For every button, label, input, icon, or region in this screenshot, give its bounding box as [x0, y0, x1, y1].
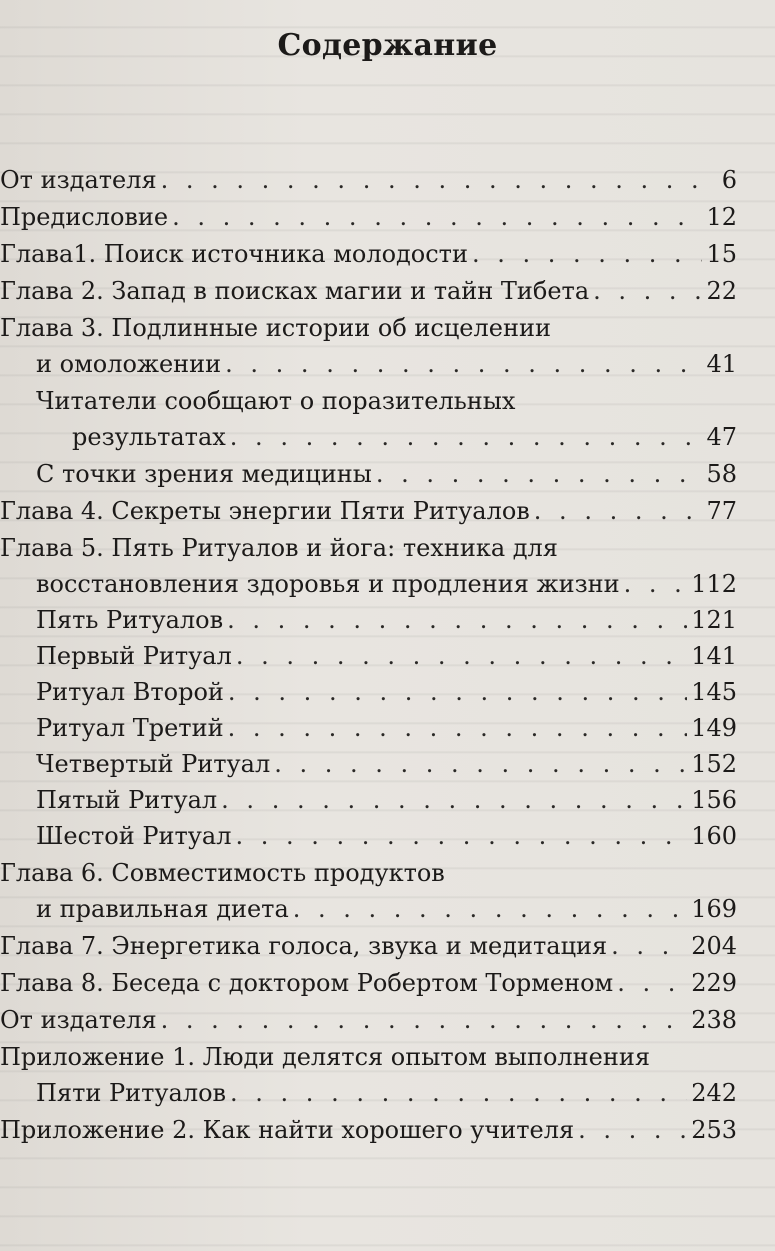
leader-dots [472, 236, 703, 272]
toc-page-number: 121 [691, 606, 737, 634]
toc-page-number: 156 [691, 786, 737, 814]
leader-dots [230, 419, 703, 455]
toc-entry [0, 493, 775, 529]
toc-entry-title-continued: и омоложении [36, 350, 222, 378]
toc-entry-title: Предисловие [0, 203, 169, 231]
toc-page-number: 152 [691, 750, 737, 778]
toc-page-number: 253 [691, 1116, 737, 1144]
toc-entry [0, 928, 775, 964]
leader-dots [534, 493, 703, 529]
leader-dots [593, 273, 702, 309]
toc-entry-title: Ритуал Третий [36, 714, 224, 742]
toc-entry [0, 1112, 775, 1148]
toc-subentry [0, 602, 775, 638]
leader-dots [235, 818, 687, 854]
toc-entry-title: Читатели сообщают о поразительных [36, 387, 516, 415]
toc-subentry [0, 782, 775, 818]
toc-entry-title: Шестой Ритуал [36, 822, 232, 850]
toc-subentry [0, 818, 775, 854]
toc-page-number: 204 [691, 932, 737, 960]
toc-subentry [0, 383, 775, 455]
leader-dots [236, 638, 687, 674]
toc-entry-title-continued: и правильная диета [36, 895, 289, 923]
leader-dots [293, 891, 687, 927]
toc-entry [0, 1002, 775, 1038]
toc-page-number: 58 [706, 460, 737, 488]
leader-dots [161, 1002, 688, 1038]
toc-entry-title: Пятый Ритуал [36, 786, 218, 814]
leader-dots [221, 782, 687, 818]
toc-page-number: 22 [706, 277, 737, 305]
leader-dots [578, 1112, 687, 1148]
leader-dots [227, 602, 687, 638]
page-title: Содержание [277, 28, 498, 63]
leader-dots [624, 566, 688, 602]
toc-page-number: 41 [706, 350, 737, 378]
toc-entry-title: От издателя [0, 166, 157, 194]
toc-page-number: 47 [706, 423, 737, 451]
toc-page-number: 149 [691, 714, 737, 742]
toc-entry-title: Приложение 1. Люди делятся опытом выполнения [0, 1043, 651, 1071]
toc-entry-title: Ритуал Второй [36, 678, 224, 706]
toc-page-number: 145 [691, 678, 737, 706]
leader-dots [611, 928, 687, 964]
toc-entry-title: Глава 6. Совместимость продуктов [0, 859, 445, 887]
leader-dots [617, 965, 687, 1001]
leader-dots [228, 710, 688, 746]
toc-entry [0, 530, 775, 602]
toc-entry-title: Приложение 2. Как найти хорошего учителя [0, 1116, 575, 1144]
toc-subentry [0, 710, 775, 746]
toc-subentry [0, 638, 775, 674]
toc-entry-title: Глава 2. Запад в поисках магии и тайн Тибета [0, 277, 590, 305]
leader-dots [274, 746, 687, 782]
leader-dots [161, 162, 718, 198]
toc-entry [0, 310, 775, 382]
toc-page-number: 15 [706, 240, 737, 268]
toc-entry-title: Глава 5. Пять Ритуалов и йога: техника для [0, 534, 558, 562]
toc-page-number: 160 [691, 822, 737, 850]
toc-page-number: 238 [691, 1006, 737, 1034]
toc-page-number: 112 [691, 570, 737, 598]
toc-entry-title: С точки зрения медицины [36, 460, 372, 488]
toc-entry-title: Первый Ритуал [36, 642, 232, 670]
leader-dots [228, 674, 687, 710]
toc-page-number: 141 [691, 642, 737, 670]
toc-page-number: 169 [691, 895, 737, 923]
toc-page-number: 6 [721, 166, 737, 194]
toc-entry-title: Глава 3. Подлинные истории об исцелении [0, 314, 551, 342]
toc-entry [0, 1039, 775, 1111]
toc-entry [0, 965, 775, 1001]
toc-entry-title: Глава 7. Энергетика голоса, звука и медитация [0, 932, 608, 960]
toc-page-number: 77 [706, 497, 737, 525]
toc-subentry [0, 674, 775, 710]
toc-entry [0, 199, 775, 235]
toc-page-number: 242 [691, 1079, 737, 1107]
leader-dots [376, 456, 703, 492]
leader-dots [225, 346, 702, 382]
toc-page-number: 229 [691, 969, 737, 997]
leader-dots [172, 199, 702, 235]
leader-dots [230, 1075, 687, 1111]
toc-entry-title-continued: результатах [72, 423, 226, 451]
toc-entry-title: Пять Ритуалов [36, 606, 224, 634]
toc-entry [0, 273, 775, 309]
toc-entry [0, 855, 775, 927]
toc-entry-title: Глава1. Поиск источника молодости [0, 240, 468, 268]
table-of-contents [0, 162, 775, 1148]
toc-entry-title-continued: Пяти Ритуалов [36, 1079, 227, 1107]
toc-entry-title: От издателя [0, 1006, 157, 1034]
toc-entry-title: Глава 8. Беседа с доктором Робертом Торменом [0, 969, 614, 997]
toc-page-number: 12 [706, 203, 737, 231]
toc-subentry [0, 456, 775, 492]
toc-entry [0, 236, 775, 272]
toc-entry [0, 162, 775, 198]
toc-entry-title-continued: восстановления здоровья и продления жизни [36, 570, 620, 598]
toc-entry-title: Глава 4. Секреты энергии Пяти Ритуалов [0, 497, 530, 525]
toc-entry-title: Четвертый Ритуал [36, 750, 271, 778]
toc-subentry [0, 746, 775, 782]
